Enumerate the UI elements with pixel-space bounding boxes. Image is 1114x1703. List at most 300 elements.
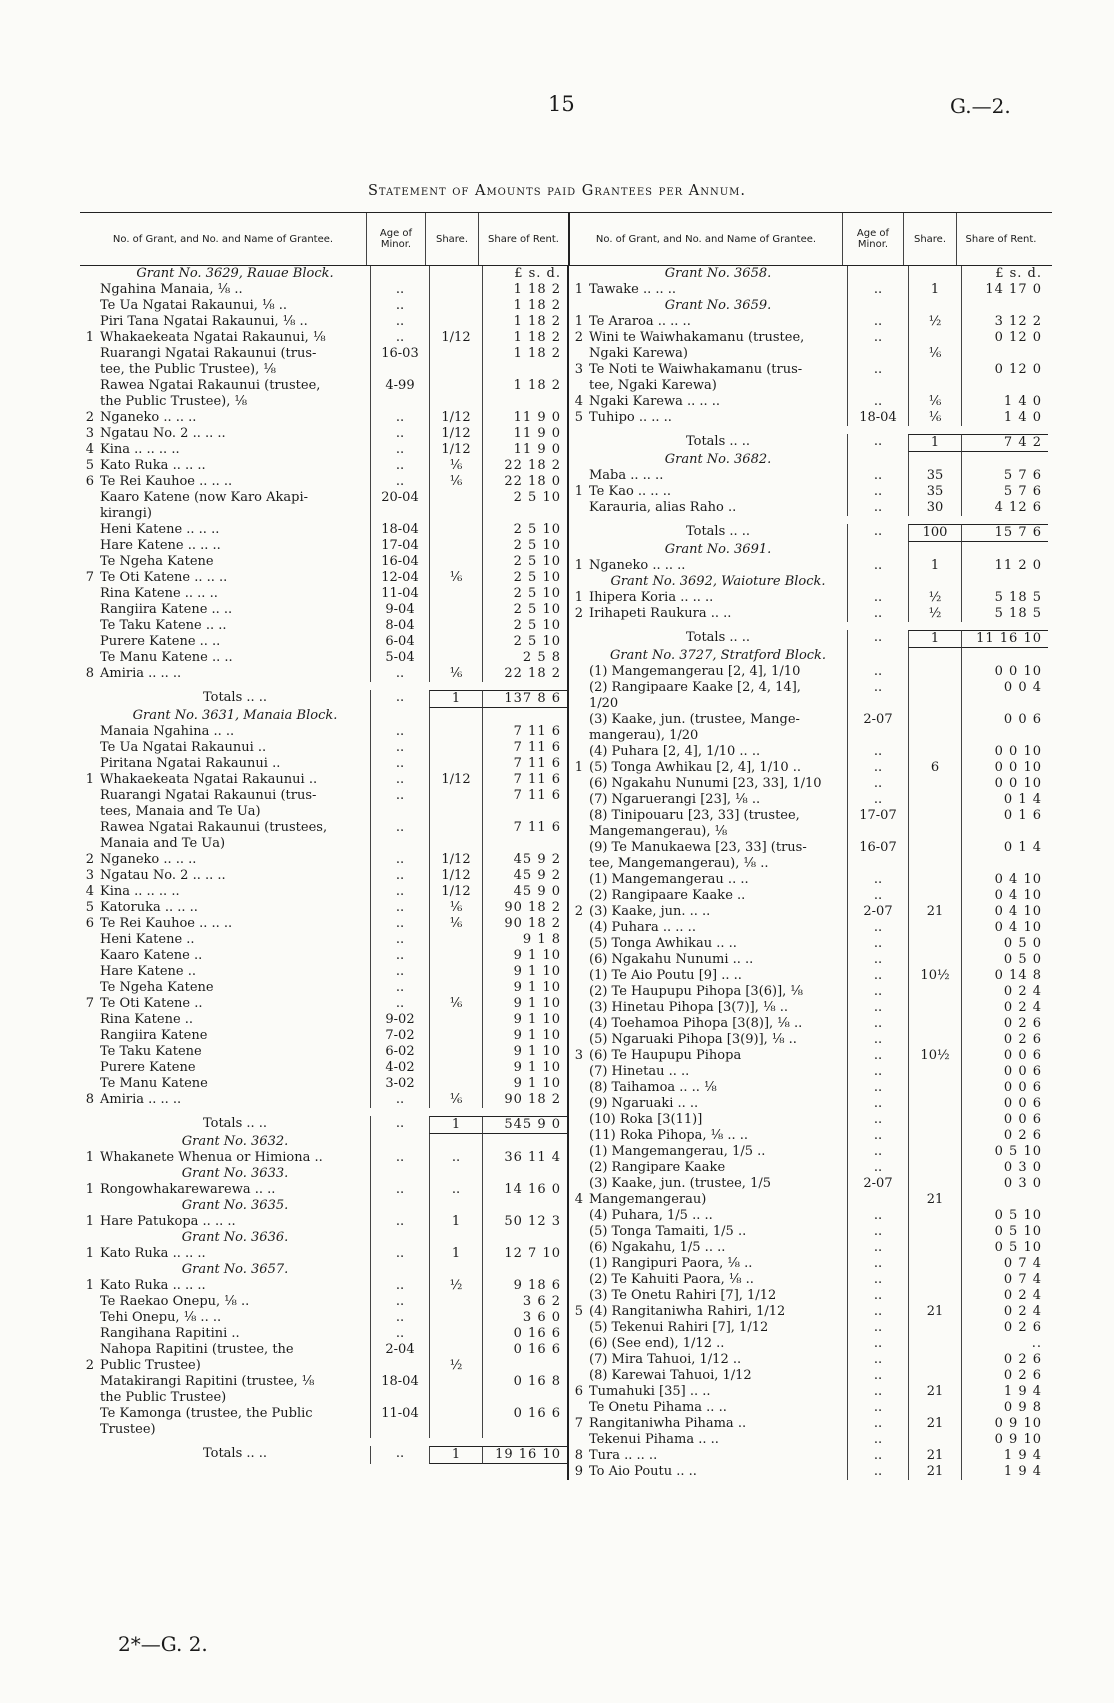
grant-number: 6 [85, 474, 94, 489]
share-of-rent: 0 1 6 [961, 808, 1048, 824]
totals-row [80, 1116, 567, 1134]
age-of-minor: 6-04 [370, 634, 429, 650]
share: 1/12 [429, 852, 482, 868]
share-of-rent: 0 9 8 [961, 1400, 1048, 1416]
share-of-rent [482, 1262, 567, 1278]
grantee-row [569, 1128, 1052, 1144]
share-of-rent: 0 3 0 [961, 1176, 1048, 1192]
share [429, 1044, 482, 1060]
header-share-right: Share. [904, 213, 957, 265]
share-of-rent: £ s. d. [482, 266, 567, 282]
share-of-rent: 0 2 4 [961, 1304, 1048, 1320]
share: ⅙ [429, 900, 482, 916]
grantee-name: (6) (See end), 1/12 .. [589, 1336, 725, 1351]
grant-heading [80, 1230, 567, 1246]
grant-number: 1 [574, 314, 583, 329]
grantee-name: Heni Katene .. .. .. [100, 522, 220, 537]
share-of-rent: 1 18 2 [482, 298, 567, 314]
share-of-rent: 0 4 10 [961, 920, 1048, 936]
share: .. [429, 1182, 482, 1198]
age-of-minor: .. [370, 820, 429, 836]
share-of-rent: 0 1 4 [961, 792, 1048, 808]
grantee-name: 1/20 [589, 696, 619, 711]
grantee-name: Piri Tana Ngatai Rakaunui, ⅛ .. [100, 314, 308, 329]
share [429, 538, 482, 554]
header-share-left: Share. [426, 213, 479, 265]
age-of-minor [370, 1262, 429, 1278]
share-of-rent: 0 2 6 [961, 1128, 1048, 1144]
grantee-row [80, 362, 567, 378]
share: 21 [908, 1384, 961, 1400]
grantee-row [569, 1016, 1052, 1032]
share: ⅙ [908, 410, 961, 426]
grantee-row [569, 500, 1052, 516]
age-of-minor: .. [847, 630, 908, 648]
age-of-minor: .. [370, 1446, 429, 1464]
grant-number [80, 1390, 96, 1406]
age-of-minor: .. [847, 1320, 908, 1336]
grantee-name: (1) Te Aio Poutu [9] .. .. [589, 968, 742, 983]
share-of-rent: 3 6 0 [482, 1310, 567, 1326]
share-of-rent: 2 5 10 [482, 586, 567, 602]
age-of-minor: .. [847, 792, 908, 808]
grant-number [569, 648, 585, 664]
grant-number [80, 788, 96, 804]
share-of-rent: 7 11 6 [482, 820, 567, 836]
grantee-name: Grant No. 3657. [181, 1262, 289, 1277]
share [908, 1272, 961, 1288]
share [429, 1134, 482, 1150]
age-of-minor: 2-07 [847, 712, 908, 728]
grant-number [80, 602, 96, 618]
age-of-minor: .. [847, 1000, 908, 1016]
age-of-minor: 18-04 [370, 522, 429, 538]
share [908, 744, 961, 760]
grant-number [80, 634, 96, 650]
share-of-rent: 0 0 10 [961, 776, 1048, 792]
share-of-rent: 0 0 6 [961, 1048, 1048, 1064]
grant-number [569, 1336, 585, 1352]
age-of-minor: 8-04 [370, 618, 429, 634]
age-of-minor: .. [370, 442, 429, 458]
age-of-minor: .. [370, 474, 429, 490]
share [429, 980, 482, 996]
grantee-name: Te Manu Katene .. .. [100, 650, 233, 665]
age-of-minor: .. [370, 932, 429, 948]
grantee-row [80, 442, 567, 458]
grantee-name: Matakirangi Rapitini (trustee, ⅛ [100, 1374, 315, 1389]
share-of-rent: 90 18 2 [482, 1092, 567, 1108]
grant-number: 8 [574, 1448, 583, 1463]
share: ½ [908, 314, 961, 330]
grant-number [569, 664, 585, 680]
grantee-row [569, 1448, 1052, 1464]
age-of-minor: .. [370, 948, 429, 964]
share-of-rent: 0 5 0 [961, 952, 1048, 968]
age-of-minor: .. [847, 1336, 908, 1352]
grant-number [80, 1028, 96, 1044]
grantee-name: Public Trustee) [100, 1358, 201, 1373]
share-of-rent: 0 0 10 [961, 744, 1048, 760]
share [429, 1076, 482, 1092]
age-of-minor: .. [847, 888, 908, 904]
grant-number: 2 [574, 904, 583, 919]
share-of-rent: 45 9 0 [482, 884, 567, 900]
grantee-name: (3) Te Onetu Rahiri [7], 1/12 [589, 1288, 777, 1303]
age-of-minor [370, 1166, 429, 1182]
grantee-name: Ruarangi Ngatai Rakaunui (trus- [100, 788, 317, 803]
share: 35 [908, 468, 961, 484]
share-of-rent: 0 0 6 [961, 1080, 1048, 1096]
grantee-row [569, 984, 1052, 1000]
age-of-minor: .. [370, 900, 429, 916]
grant-number: 7 [85, 996, 94, 1011]
age-of-minor: .. [370, 426, 429, 442]
grant-number [80, 1310, 96, 1326]
share [908, 984, 961, 1000]
grantee-row [80, 1326, 567, 1342]
age-of-minor: .. [847, 1384, 908, 1400]
share-of-rent: 9 1 10 [482, 996, 567, 1012]
grantee-name: (4) Toehamoa Pihopa [3(8)], ⅛ .. [589, 1016, 803, 1031]
share-of-rent [482, 1166, 567, 1182]
grantee-name: Kaaro Katene .. [100, 948, 203, 963]
grant-number: 5 [85, 458, 94, 473]
grantee-name: Grant No. 3636. [181, 1230, 289, 1245]
grantee-name: Totals .. .. [202, 1116, 268, 1131]
grant-number [80, 820, 96, 836]
age-of-minor: .. [847, 776, 908, 792]
share-of-rent: 9 1 10 [482, 1060, 567, 1076]
age-of-minor: .. [847, 1448, 908, 1464]
age-of-minor: .. [847, 1064, 908, 1080]
share-of-rent: 5 18 5 [961, 606, 1048, 622]
age-of-minor: .. [370, 1150, 429, 1166]
grant-number [80, 756, 96, 772]
age-of-minor: .. [847, 1016, 908, 1032]
grant-number: 8 [85, 666, 94, 681]
share-of-rent: 0 2 6 [961, 1368, 1048, 1384]
share-of-rent [961, 728, 1048, 744]
grant-number [80, 1044, 96, 1060]
grantee-row [80, 1422, 567, 1438]
grantee-name: Grant No. 3727, Stratford Block. [609, 648, 827, 663]
share-of-rent: 2 5 10 [482, 554, 567, 570]
grant-heading [80, 1198, 567, 1214]
grant-number [80, 1198, 96, 1214]
share-of-rent: 22 18 2 [482, 458, 567, 474]
grantee-row [80, 618, 567, 634]
grant-number [569, 776, 585, 792]
grant-number: 1 [574, 282, 583, 297]
grantee-row [569, 606, 1052, 622]
share-of-rent: 9 1 10 [482, 980, 567, 996]
share-of-rent: 11 2 0 [961, 558, 1048, 574]
share [429, 554, 482, 570]
share: ⅙ [429, 1092, 482, 1108]
grantee-row [569, 680, 1052, 696]
grantee-row [569, 728, 1052, 744]
grant-number [569, 1320, 585, 1336]
age-of-minor: .. [370, 980, 429, 996]
age-of-minor: .. [847, 1256, 908, 1272]
page-code: G.—2. [950, 94, 1011, 118]
share [908, 330, 961, 346]
age-of-minor [370, 1134, 429, 1150]
age-of-minor: 3-02 [370, 1076, 429, 1092]
age-of-minor: 16-04 [370, 554, 429, 570]
age-of-minor [847, 1192, 908, 1208]
share: 1 [429, 1116, 482, 1134]
grant-number [569, 468, 585, 484]
grantee-name: Manaia Ngahina .. .. [100, 724, 235, 739]
share [429, 724, 482, 740]
share-of-rent: 1 9 4 [961, 1464, 1048, 1480]
age-of-minor: .. [847, 1464, 908, 1480]
grantee-row [80, 506, 567, 522]
grantee-row [569, 1432, 1052, 1448]
grant-number [80, 554, 96, 570]
age-of-minor: .. [370, 916, 429, 932]
grantee-name: (3) Kaake, jun. (trustee, Mange- [589, 712, 800, 727]
grantee-name: Ngaki Karewa .. .. .. [589, 394, 721, 409]
grantee-row [569, 664, 1052, 680]
age-of-minor: .. [370, 282, 429, 298]
grantee-row [80, 948, 567, 964]
grantee-row [80, 932, 567, 948]
share [429, 634, 482, 650]
share [908, 808, 961, 824]
grantee-name: Totals .. .. [202, 690, 268, 705]
share-of-rent: 2 5 10 [482, 538, 567, 554]
grant-number [80, 690, 96, 708]
grant-heading [80, 1134, 567, 1150]
grantee-name: Mangemangerau), ⅛ [589, 824, 728, 839]
share-of-rent: 9 1 10 [482, 948, 567, 964]
grantee-name: Tehi Onepu, ⅛ .. .. [100, 1310, 222, 1325]
share-of-rent [482, 506, 567, 522]
share [908, 696, 961, 712]
age-of-minor: 4-99 [370, 378, 429, 394]
share-of-rent: 0 5 10 [961, 1240, 1048, 1256]
share: 21 [908, 1304, 961, 1320]
share-of-rent: 1 18 2 [482, 282, 567, 298]
grant-heading [569, 452, 1052, 468]
grantee-row [80, 1076, 567, 1092]
grantee-row [80, 634, 567, 650]
share [429, 1198, 482, 1214]
grantee-row [569, 696, 1052, 712]
grant-number [80, 740, 96, 756]
grant-number [569, 744, 585, 760]
share: ⅙ [429, 570, 482, 586]
grantee-name: Totals .. .. [685, 524, 751, 539]
grant-number: 2 [574, 606, 583, 621]
share [908, 266, 961, 282]
grant-number: 2 [574, 330, 583, 345]
grant-number: 1 [85, 772, 94, 787]
grant-number: 5 [85, 900, 94, 915]
share: 1/12 [429, 410, 482, 426]
share-of-rent: 0 2 6 [961, 1016, 1048, 1032]
grantee-row [569, 1176, 1052, 1192]
share-of-rent: 7 11 6 [482, 772, 567, 788]
age-of-minor: 17-07 [847, 808, 908, 824]
grantee-row [80, 538, 567, 554]
share-of-rent: 2 5 10 [482, 522, 567, 538]
share [429, 1422, 482, 1438]
grant-number [569, 1096, 585, 1112]
grantee-name: Rina Katene .. .. .. [100, 586, 218, 601]
share [908, 728, 961, 744]
grantee-name: Grant No. 3692, Waioture Block. [610, 574, 826, 589]
age-of-minor: .. [370, 868, 429, 884]
share [908, 1320, 961, 1336]
grantee-name: Hare Katene .. .. .. [100, 538, 221, 553]
grantee-row [569, 314, 1052, 330]
grant-number [80, 1374, 96, 1390]
grantee-name: Whakaekeata Ngatai Rakaunui .. [100, 772, 318, 787]
share [908, 1128, 961, 1144]
age-of-minor [370, 804, 429, 820]
grantee-row [569, 760, 1052, 776]
share [429, 708, 482, 724]
grantee-row [80, 1246, 567, 1262]
grant-number [569, 936, 585, 952]
grantee-row [569, 1416, 1052, 1432]
grant-number [569, 920, 585, 936]
grantee-row [569, 904, 1052, 920]
share-of-rent: 90 18 2 [482, 916, 567, 932]
share-of-rent: 0 7 4 [961, 1272, 1048, 1288]
share-of-rent: 0 12 0 [961, 330, 1048, 346]
grantee-name: Ruarangi Ngatai Rakaunui (trus- [100, 346, 317, 361]
grant-number [569, 696, 585, 712]
share [908, 1240, 961, 1256]
grantee-row [80, 1028, 567, 1044]
left-column [80, 266, 569, 1480]
age-of-minor: 18-04 [847, 410, 908, 426]
age-of-minor: .. [370, 996, 429, 1012]
grantee-name: Nganeko .. .. .. [589, 558, 686, 573]
share-of-rent: 0 16 6 [482, 1342, 567, 1358]
share [429, 1390, 482, 1406]
share: 1 [908, 558, 961, 574]
share [908, 1176, 961, 1192]
grantee-row [80, 804, 567, 820]
grantee-name: mangerau), 1/20 [589, 728, 699, 743]
age-of-minor: .. [370, 666, 429, 682]
age-of-minor: .. [370, 964, 429, 980]
grantee-name: To Aio Poutu .. .. [589, 1464, 697, 1479]
share-of-rent: .. [961, 1336, 1048, 1352]
table-header [80, 213, 1052, 266]
age-of-minor: .. [370, 1092, 429, 1108]
share: 21 [908, 1192, 961, 1208]
grantee-name: (4) Puhara, 1/5 .. .. [589, 1208, 713, 1223]
share: .. [429, 1150, 482, 1166]
header-rent-right: Share of Rent. [965, 233, 1037, 245]
grantee-name: (7) Hinetau .. .. [589, 1064, 690, 1079]
grantee-name: Katoruka .. .. .. [100, 900, 198, 915]
age-of-minor: .. [847, 1112, 908, 1128]
grantee-row [80, 724, 567, 740]
share-of-rent: 11 16 10 [961, 630, 1048, 648]
age-of-minor [847, 574, 908, 590]
grant-number [80, 1060, 96, 1076]
share: ⅙ [429, 916, 482, 932]
grantee-name: Trustee) [100, 1422, 156, 1437]
share: 1 [908, 434, 961, 452]
grant-heading [569, 266, 1052, 282]
grantee-row [569, 378, 1052, 394]
share-of-rent [961, 378, 1048, 394]
share: 1 [908, 630, 961, 648]
grantee-name: Maba .. .. .. [589, 468, 664, 483]
share-of-rent: 0 0 10 [961, 664, 1048, 680]
grantee-name: (4) Rangitaniwha Rahiri, 1/12 [589, 1304, 786, 1319]
share-of-rent: 11 9 0 [482, 426, 567, 442]
grantee-name: (5) Tekenui Rahiri [7], 1/12 [589, 1320, 769, 1335]
grantee-row [80, 602, 567, 618]
share-of-rent: 9 1 10 [482, 1076, 567, 1092]
grant-number [80, 538, 96, 554]
share-of-rent: 137 8 6 [482, 690, 567, 708]
share [908, 1096, 961, 1112]
share [908, 362, 961, 378]
grantee-row [569, 1304, 1052, 1320]
share-of-rent [961, 452, 1048, 468]
share-of-rent: 3 12 2 [961, 314, 1048, 330]
grantee-row [80, 314, 567, 330]
grantee-row [80, 996, 567, 1012]
grantee-name: Te Ua Ngatai Rakaunui, ⅛ .. [100, 298, 288, 313]
grantee-name: Te Oti Katene .. [100, 996, 203, 1011]
age-of-minor: 5-04 [370, 650, 429, 666]
age-of-minor: .. [847, 590, 908, 606]
grantee-name: kirangi) [100, 506, 152, 521]
share [908, 1160, 961, 1176]
grant-number [80, 1422, 96, 1438]
age-of-minor: .. [370, 756, 429, 772]
grantee-row [569, 1256, 1052, 1272]
grant-number: 3 [85, 868, 94, 883]
grantee-name: Grant No. 3631, Manaia Block. [132, 708, 338, 723]
age-of-minor: .. [847, 968, 908, 984]
age-of-minor: .. [847, 606, 908, 622]
share-of-rent: 0 9 10 [961, 1416, 1048, 1432]
share-of-rent: 0 0 6 [961, 1064, 1048, 1080]
grant-number: 7 [574, 1416, 583, 1431]
share-of-rent: 0 0 6 [961, 1112, 1048, 1128]
share: 1 [429, 1446, 482, 1464]
share-of-rent [482, 836, 567, 852]
age-of-minor [847, 648, 908, 664]
grant-number [569, 1176, 585, 1192]
grantee-name: Manaia and Te Ua) [100, 836, 226, 851]
age-of-minor: 12-04 [370, 570, 429, 586]
share-of-rent: 2 5 10 [482, 618, 567, 634]
age-of-minor: .. [847, 1400, 908, 1416]
grant-heading [569, 574, 1052, 590]
grantee-name: (5) Tonga Awhikau .. .. [589, 936, 737, 951]
grantee-name: (6) Ngakahu Nunumi [23, 33], 1/10 [589, 776, 822, 791]
grantee-name: Nganeko .. .. .. [100, 852, 197, 867]
grant-heading [80, 1262, 567, 1278]
grantee-name: Tawake .. .. .. [589, 282, 677, 297]
grantee-name: Te Manu Katene [100, 1076, 208, 1091]
age-of-minor: 20-04 [370, 490, 429, 506]
